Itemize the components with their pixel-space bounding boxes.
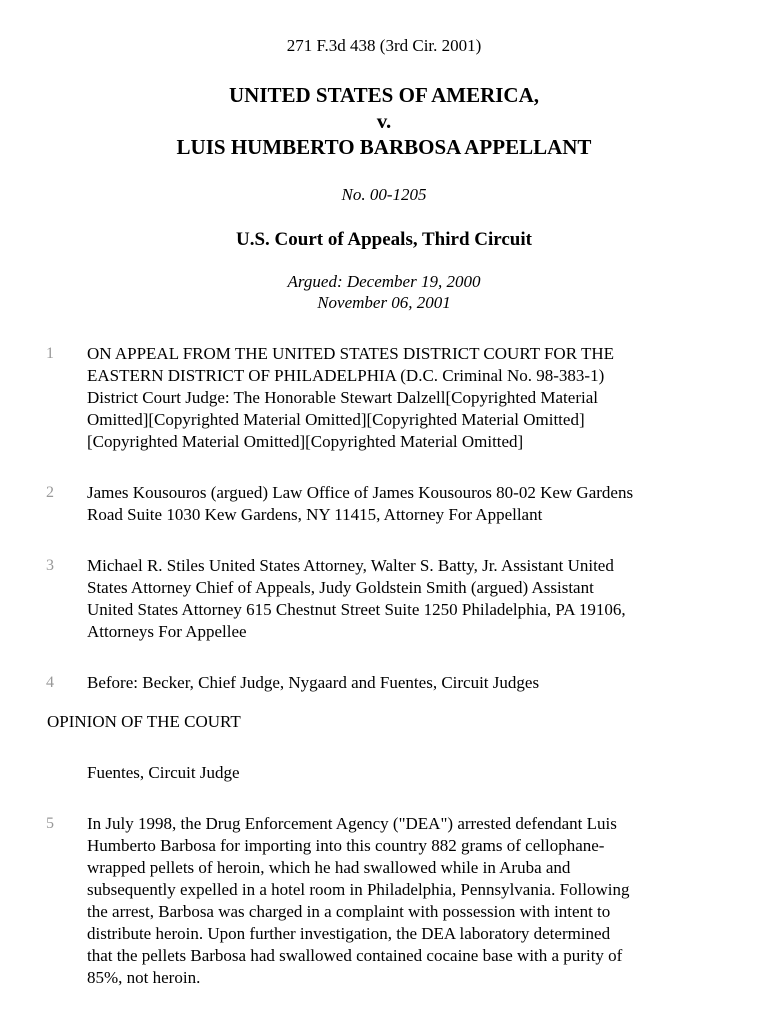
case-dates <box>0 271 768 313</box>
paragraph-line: United States Attorney 615 Chestnut Street Suite 1250 Philadelphia, PA 19106, <box>87 600 626 619</box>
paragraph-line: that the pellets Barbosa had swallowed contained cocaine base with a purity of <box>87 946 623 965</box>
paragraph-line: the arrest, Barbosa was charged in a complaint with possession with intent to <box>87 902 611 921</box>
paragraph-line: [Copyrighted Material Omitted][Copyrighted Material Omitted] <box>87 432 524 451</box>
paragraph-line: James Kousouros (argued) Law Office of James Kousouros 80-02 Kew Gardens <box>87 483 634 502</box>
paragraph-text <box>87 672 732 694</box>
case-caption <box>0 82 768 160</box>
decided-date: November 06, 2001 <box>317 293 451 312</box>
court-name: U.S. Court of Appeals, Third Circuit <box>236 229 532 250</box>
paragraph-text <box>87 813 732 989</box>
paragraph-line: Humberto Barbosa for importing into this country 882 grams of cellophane- <box>87 836 605 855</box>
case-citation: 271 F.3d 438 (3rd Cir. 2001) <box>286 36 482 55</box>
paragraph-text <box>87 343 732 453</box>
paragraph-line: EASTERN DISTRICT OF PHILADELPHIA (D.C. Criminal No. 98-383-1) <box>87 366 605 385</box>
paragraph-line: Before: Becker, Chief Judge, Nygaard and Fuentes, Circuit Judges <box>87 673 540 692</box>
caption-plaintiff: UNITED STATES OF AMERICA, <box>229 83 539 107</box>
opinion-author: Fuentes, Circuit Judge <box>87 763 240 782</box>
paragraph-line: subsequently expelled in a hotel room in Philadelphia, Pennsylvania. Following <box>87 880 630 899</box>
paragraph-line: wrapped pellets of heroin, which he had swallowed while in Aruba and <box>87 858 571 877</box>
paragraph-line: District Court Judge: The Honorable Stewart Dalzell[Copyrighted Material <box>87 388 598 407</box>
paragraph-line: States Attorney Chief of Appeals, Judy Goldstein Smith (argued) Assistant <box>87 578 594 597</box>
argued-date: Argued: December 19, 2000 <box>287 272 481 291</box>
paragraph-line: Road Suite 1030 Kew Gardens, NY 11415, Attorney For Appellant <box>87 505 543 524</box>
paragraph-line: Omitted][Copyrighted Material Omitted][Copyrighted Material Omitted] <box>87 410 585 429</box>
paragraph-line: Attorneys For Appellee <box>87 622 247 641</box>
caption-defendant: LUIS HUMBERTO BARBOSA APPELLANT <box>176 135 592 159</box>
paragraph-line: Michael R. Stiles United States Attorney, Walter S. Batty, Jr. Assistant United <box>87 556 614 575</box>
paragraph-line: 85%, not heroin. <box>87 968 201 987</box>
opinion-heading: OPINION OF THE COURT <box>47 712 241 731</box>
paragraph-number: 4 <box>46 674 54 691</box>
caption-versus: v. <box>376 109 392 133</box>
paragraph-number: 2 <box>46 484 54 501</box>
paragraph-line: distribute heroin. Upon further investigation, the DEA laboratory determined <box>87 924 611 943</box>
paragraph-line: In July 1998, the Drug Enforcement Agency ("DEA") arrested defendant Luis <box>87 814 617 833</box>
paragraph-number: 1 <box>46 345 54 362</box>
docket-number: No. 00-1205 <box>341 185 427 204</box>
paragraph-line: ON APPEAL FROM THE UNITED STATES DISTRICT COURT FOR THE <box>87 344 615 363</box>
paragraph-text <box>87 555 732 643</box>
paragraph-text <box>87 482 732 526</box>
paragraph-number: 3 <box>46 557 54 574</box>
paragraph-number: 5 <box>46 815 54 832</box>
